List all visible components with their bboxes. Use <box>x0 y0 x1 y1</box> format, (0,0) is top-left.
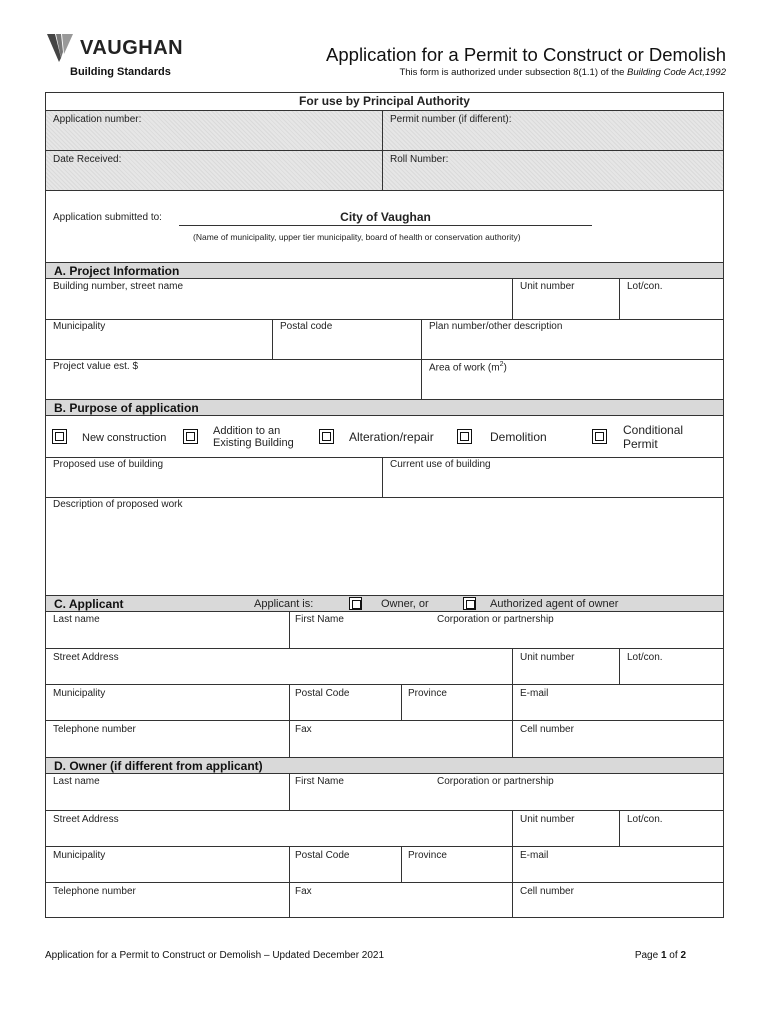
applicant-last-name-label: Last name <box>53 614 100 625</box>
applicant-first-name-field[interactable] <box>290 612 432 648</box>
applicant-telephone-field[interactable] <box>46 720 290 757</box>
owner-checkbox[interactable] <box>349 597 362 610</box>
demolition-checkbox[interactable] <box>457 429 472 444</box>
applicant-email-field[interactable] <box>513 684 723 720</box>
conditional-permit-checkbox[interactable] <box>592 429 607 444</box>
owner-cell-field[interactable] <box>513 882 723 917</box>
applicant-fax-label: Fax <box>295 724 312 735</box>
owner-last-name-field[interactable] <box>46 774 290 810</box>
submitted-to-label: Application submitted to: <box>53 212 162 223</box>
owner-email-field[interactable] <box>513 846 723 882</box>
applicant-postal-label: Postal Code <box>295 688 350 699</box>
demolition-label: Demolition <box>490 430 547 444</box>
postal-code-field[interactable] <box>273 319 422 359</box>
new-construction-checkbox[interactable] <box>52 429 67 444</box>
alteration-label: Alteration/repair <box>349 430 434 444</box>
divider <box>46 190 723 191</box>
municipality-label: Municipality <box>53 321 106 332</box>
logo-name: VAUGHAN <box>80 37 184 59</box>
owner-last-name-label: Last name <box>53 776 100 787</box>
applicant-lot-field[interactable] <box>620 648 723 684</box>
section-c-header <box>46 595 723 612</box>
unit-number-label: Unit number <box>520 281 575 292</box>
owner-fax-field[interactable] <box>290 882 513 917</box>
section-d-title: D. Owner (if different from applicant) <box>54 759 263 773</box>
roll-number-label: Roll Number: <box>390 154 449 165</box>
owner-cell-label: Cell number <box>520 886 574 897</box>
applicant-municipality-label: Municipality <box>53 688 106 699</box>
area-of-work-field[interactable] <box>422 359 723 399</box>
vaughan-logo-icon <box>47 32 73 64</box>
plan-number-field[interactable] <box>422 319 723 359</box>
owner-municipality-field[interactable] <box>46 846 290 882</box>
form-frame <box>45 92 724 918</box>
addition-label: Addition to an Existing Building <box>213 425 294 449</box>
form-subtitle: This form is authorized under subsection 8(1.1) of the Building Code Act,1992 <box>399 67 726 78</box>
applicant-last-name-field[interactable] <box>46 612 290 648</box>
agent-label: Authorized agent of owner <box>490 598 619 610</box>
owner-lot-label: Lot/con. <box>627 814 663 825</box>
logo-subtitle: Building Standards <box>70 66 171 78</box>
section-b-header <box>46 399 723 416</box>
applicant-cell-field[interactable] <box>513 720 723 757</box>
proposed-use-label: Proposed use of building <box>53 459 164 470</box>
section-a-title: A. Project Information <box>54 264 180 278</box>
applicant-lot-label: Lot/con. <box>627 652 663 663</box>
owner-unit-field[interactable] <box>513 810 620 846</box>
applicant-email-label: E-mail <box>520 688 549 699</box>
section-b-title: B. Purpose of application <box>54 401 199 415</box>
form-title: Application for a Permit to Construct or Demolish <box>326 44 726 65</box>
addition-checkbox[interactable] <box>183 429 198 444</box>
owner-unit-label: Unit number <box>520 814 575 825</box>
project-value-label: Project value est. $ <box>53 361 139 372</box>
owner-first-name-label: First Name <box>295 776 344 787</box>
postal-code-label: Postal code <box>280 321 333 332</box>
owner-street-field[interactable] <box>46 810 513 846</box>
owner-lot-field[interactable] <box>620 810 723 846</box>
applicant-unit-field[interactable] <box>513 648 620 684</box>
applicant-cell-label: Cell number <box>520 724 574 735</box>
applicant-province-field[interactable] <box>402 684 513 720</box>
owner-email-label: E-mail <box>520 850 549 861</box>
plan-number-label: Plan number/other description <box>429 321 563 332</box>
owner-street-label: Street Address <box>53 814 119 825</box>
applicant-corporation-label: Corporation or partnership <box>437 614 554 625</box>
applicant-street-field[interactable] <box>46 648 513 684</box>
new-construction-label: New construction <box>82 432 167 444</box>
conditional-permit-label: Conditional Permit <box>623 423 684 451</box>
applicant-is-label: Applicant is: <box>254 598 314 610</box>
description-label: Description of proposed work <box>53 499 183 510</box>
applicant-province-label: Province <box>408 688 447 699</box>
permit-number-label: Permit number (if different): <box>390 114 512 125</box>
owner-label: Owner, or <box>381 598 429 610</box>
building-number-label: Building number, street name <box>53 281 184 292</box>
footer-text: Application for a Permit to Construct or Demolish – Updated December 2021 <box>45 950 385 961</box>
section-d-header <box>46 757 723 774</box>
permit-number-field[interactable] <box>383 110 723 150</box>
page-number: Page 1 of 2 <box>634 950 686 961</box>
owner-province-label: Province <box>408 850 447 861</box>
owner-telephone-label: Telephone number <box>53 886 136 897</box>
owner-postal-label: Postal Code <box>295 850 350 861</box>
municipality-field[interactable] <box>46 319 273 359</box>
owner-corporation-field[interactable] <box>432 774 723 810</box>
current-use-label: Current use of building <box>390 459 491 470</box>
lot-con-label: Lot/con. <box>627 281 663 292</box>
area-of-work-label: Area of work $(m^2)$ <box>429 361 507 374</box>
authority-heading: For use by Principal Authority <box>299 94 470 108</box>
owner-first-name-field[interactable] <box>290 774 432 810</box>
applicant-municipality-field[interactable] <box>46 684 290 720</box>
application-number-field[interactable] <box>46 110 383 150</box>
applicant-unit-label: Unit number <box>520 652 575 663</box>
applicant-first-name-label: First Name <box>295 614 344 625</box>
applicant-fax-field[interactable] <box>290 720 513 757</box>
owner-province-field[interactable] <box>402 846 513 882</box>
submitted-to-note: (Name of municipality, upper tier municipality, board of health or conservation authority) <box>193 232 521 242</box>
applicant-telephone-label: Telephone number <box>53 724 136 735</box>
section-a-header <box>46 262 723 279</box>
vaughan-logo <box>47 32 187 80</box>
agent-checkbox[interactable] <box>463 597 476 610</box>
submitted-to-field[interactable] <box>179 209 592 226</box>
description-field[interactable] <box>46 497 723 595</box>
owner-municipality-label: Municipality <box>53 850 106 861</box>
current-use-field[interactable] <box>383 457 723 497</box>
owner-telephone-field[interactable] <box>46 882 290 917</box>
date-received-label: Date Received: <box>53 154 122 165</box>
applicant-corporation-field[interactable] <box>432 612 723 648</box>
section-c-title: C. Applicant <box>54 597 124 611</box>
submitted-to-value: City of Vaughan <box>340 210 431 224</box>
roll-number-field[interactable] <box>383 150 723 190</box>
proposed-use-field[interactable] <box>46 457 383 497</box>
lot-con-field[interactable] <box>620 279 723 319</box>
application-number-label: Application number: <box>53 114 142 125</box>
unit-number-field[interactable] <box>513 279 620 319</box>
date-received-field[interactable] <box>46 150 383 190</box>
project-value-field[interactable] <box>46 359 422 399</box>
alteration-checkbox[interactable] <box>319 429 334 444</box>
applicant-street-label: Street Address <box>53 652 119 663</box>
owner-fax-label: Fax <box>295 886 312 897</box>
authority-heading-row <box>46 93 723 110</box>
building-number-field[interactable] <box>46 279 513 319</box>
applicant-postal-field[interactable] <box>290 684 402 720</box>
owner-corporation-label: Corporation or partnership <box>437 776 554 787</box>
owner-postal-field[interactable] <box>290 846 402 882</box>
